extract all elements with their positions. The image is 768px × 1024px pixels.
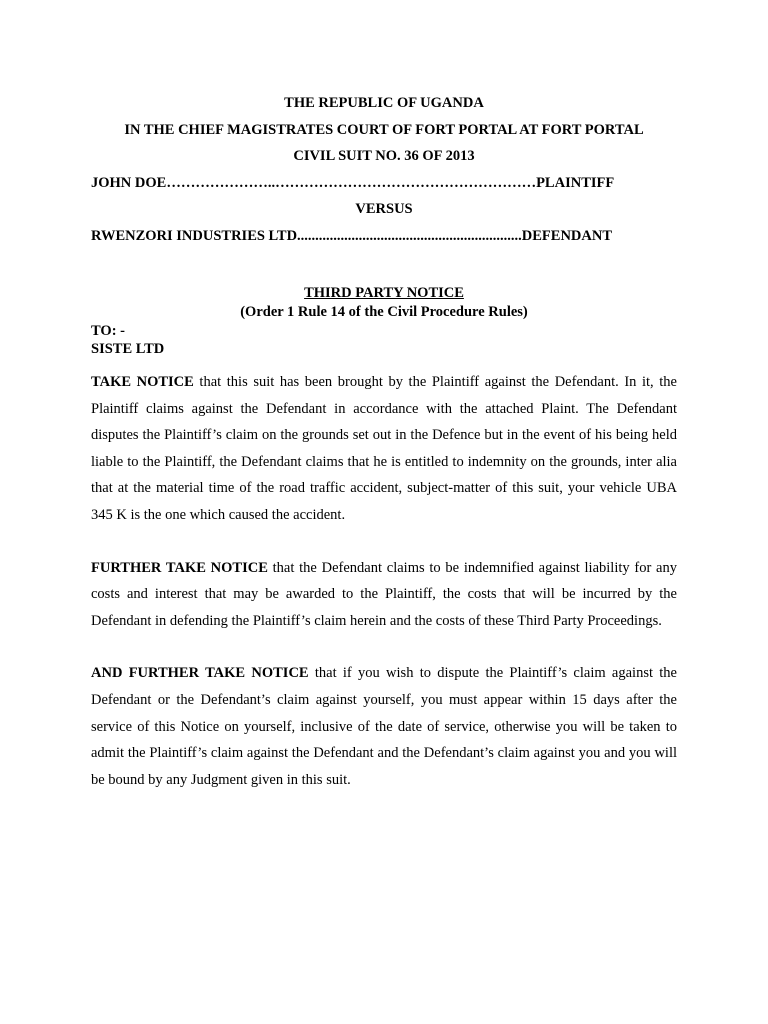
paragraph-lead: AND FURTHER TAKE NOTICE xyxy=(91,665,309,682)
notice-title: THIRD PARTY NOTICE xyxy=(304,285,464,301)
paragraph-lead: TAKE NOTICE xyxy=(91,374,194,390)
notice-subtitle: (Order 1 Rule 14 of the Civil Procedure Rules) xyxy=(240,304,528,320)
paragraph-take-notice xyxy=(91,369,677,529)
document-page xyxy=(91,90,677,793)
defendant-line: RWENZORI INDUSTRIES LTD..............................................................DEFENDANT xyxy=(91,227,613,244)
court-heading: IN THE CHIEF MAGISTRATES COURT OF FORT PORTAL AT FORT PORTAL xyxy=(124,121,644,138)
to-label: TO: - xyxy=(91,323,125,339)
versus-label: VERSUS xyxy=(355,201,413,217)
to-recipient: SISTE LTD xyxy=(91,341,165,357)
suit-number: CIVIL SUIT NO. 36 OF 2013 xyxy=(293,148,475,164)
republic-heading: THE REPUBLIC OF UGANDA xyxy=(284,95,484,111)
paragraph-text: that if you wish to dispute the Plaintiff’s claim against the Defendant or the Defendant’s claim against yourself, you must appear within 15 days after the service of this Notice on yourself, inclusive of the date of service, otherwise you will be taken to admit the Plaintiff’s claim against the Defendant and the Defendant’s claim against you and you will be bound by any Judgment given in this suit. xyxy=(91,665,677,788)
paragraph-and-further-take-notice xyxy=(91,660,677,793)
plaintiff-line: JOHN DOE…………………..………………………………………………PLAINTIFF xyxy=(91,174,615,191)
paragraph-text: that the Defendant claims to be indemnified against liability for any costs and interest that may be awarded to the Plaintiff, the costs that will be incurred by the Defendant in defending the Plaintiff’s claim herein and the costs of these Third Party Proceedings. xyxy=(91,559,677,629)
paragraph-further-take-notice xyxy=(91,555,677,635)
paragraph-lead: FURTHER TAKE NOTICE xyxy=(91,559,268,576)
paragraph-text: that this suit has been brought by the Plaintiff against the Defendant. In it, the Plaintiff claims against the Defendant in accordance with the attached Plaint. The Defendant disputes the Plaintiff’s claim on the grounds set out in the Defence but in the event of his being held liable to the Plaintiff, the Defendant claims that he is entitled to indemnity on the grounds, inter alia that at the material time of the road traffic accident, subject-matter of this suit, your vehicle UBA 345 K is the one which caused the accident. xyxy=(91,374,677,523)
